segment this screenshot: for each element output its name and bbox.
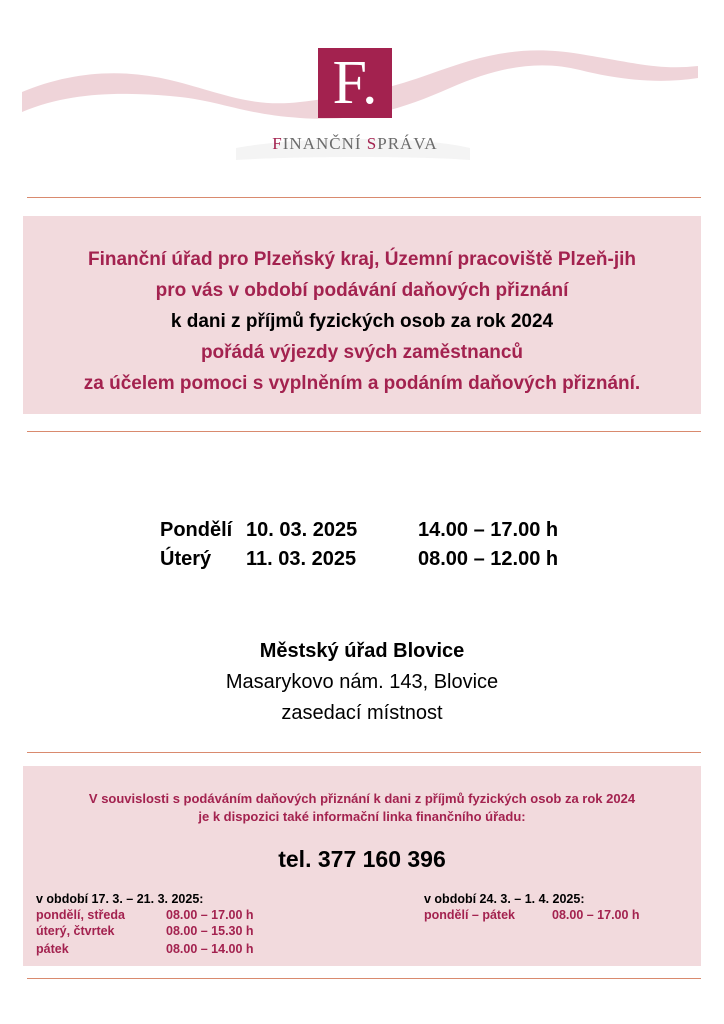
intro-line: Finanční úřad pro Plzeňský kraj, Územní pracoviště Plzeň-jih <box>88 249 636 270</box>
divider <box>27 431 701 432</box>
intro-line-highlight: k dani z příjmů fyzických osob za rok 2024 <box>170 311 554 332</box>
phone-number: tel. 377 160 396 <box>278 846 446 872</box>
divider <box>27 752 701 753</box>
hours-label: úterý, čtvrtek <box>36 924 115 938</box>
schedule-time: 08.00 – 12.00 h <box>418 548 559 570</box>
info-text <box>23 790 701 826</box>
venue <box>0 636 724 729</box>
schedule-date: 10. 03. 2025 <box>246 519 358 541</box>
schedule-day: Úterý <box>160 548 212 570</box>
period-title: v období 17. 3. – 21. 3. 2025: <box>36 892 204 906</box>
hours-label: pondělí, středa <box>36 908 125 922</box>
hours-row <box>36 941 254 957</box>
intro-line: za účelem pomoci s vyplněním a podáním daňových přiznání. <box>83 373 641 394</box>
schedule-date: 11. 03. 2025 <box>246 548 357 570</box>
schedule-time: 14.00 – 17.00 h <box>418 519 559 541</box>
hours-label: pátek <box>36 942 69 956</box>
period-title: v období 24. 3. – 1. 4. 2025: <box>424 892 585 906</box>
venue-name: Městský úřad Blovice <box>259 640 465 662</box>
hours-label: pondělí – pátek <box>424 908 515 922</box>
intro-line: pro vás v období podávání daňových přiznání <box>155 280 569 301</box>
schedule-row <box>160 545 558 574</box>
venue-room: zasedací místnost <box>281 702 443 724</box>
divider <box>27 978 701 979</box>
hours-time: 08.00 – 17.00 h <box>552 908 640 922</box>
hours-time: 08.00 – 15.30 h <box>166 924 254 938</box>
venue-address: Masarykovo nám. 143, Blovice <box>225 671 499 693</box>
info-line: je k dispozici také informační linka finančního úřadu: <box>198 809 526 824</box>
hours-time: 08.00 – 14.00 h <box>166 942 254 956</box>
schedule-row <box>160 516 558 545</box>
logo-caption: FINANČNÍ SPRÁVA <box>272 134 438 153</box>
schedule-day: Pondělí <box>160 519 233 541</box>
hours-period-2 <box>424 891 640 923</box>
intro-line: pořádá výjezdy svých zaměstnanců <box>200 342 524 363</box>
info-line: V souvislosti s podáváním daňových přiznání k dani z příjmů fyzických osob za rok 2024 <box>88 791 636 806</box>
divider <box>27 197 701 198</box>
hours-time: 08.00 – 17.00 h <box>166 908 254 922</box>
hours-row <box>36 907 254 923</box>
intro-text <box>23 244 701 399</box>
hours-period-1 <box>36 891 254 957</box>
logo-mark: F. <box>318 48 392 118</box>
schedule <box>160 516 558 574</box>
hours-row <box>36 923 254 939</box>
hours-row <box>424 907 640 923</box>
